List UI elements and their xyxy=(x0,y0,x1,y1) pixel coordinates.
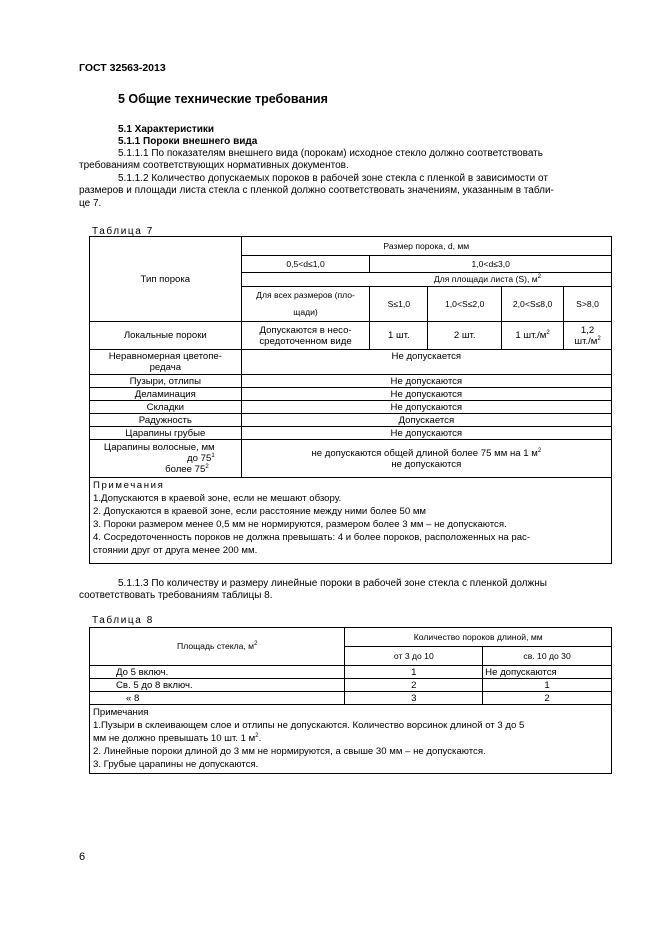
sup: 2 xyxy=(255,732,259,739)
size-header: Размер порока, d, мм xyxy=(241,237,611,256)
paragraph-5-1-1-3 xyxy=(79,578,613,603)
cell-line: редача xyxy=(149,362,182,373)
row-local-c4 xyxy=(502,322,564,350)
row-local-c1 xyxy=(241,322,370,350)
s-range-4: S>8,0 xyxy=(564,287,612,322)
cell-line: Царапины волосные, мм xyxy=(103,442,215,453)
sup: 2 xyxy=(205,463,209,470)
sup: 2 xyxy=(597,335,601,342)
sup: 1 xyxy=(211,452,215,459)
range-1: 0,5<d≤1,0 xyxy=(241,256,370,273)
row-value: Не допускаются xyxy=(241,375,611,388)
para-line: 5.1.1.1 По показателям внешнего вида (порокам) исходное стекло должно соответствовать xyxy=(118,148,543,159)
note-line: 3. Грубые царапины не допускаются. xyxy=(93,759,259,770)
row-v1: 1 xyxy=(345,666,483,679)
doc-header: ГОСТ 32563-2013 xyxy=(79,62,166,74)
cell-line: Для всех размеров (пло- xyxy=(256,290,355,300)
row-area: « 8 xyxy=(90,692,345,705)
para-line: соответствовать требованиям таблицы 8. xyxy=(79,590,273,602)
row-v2: 2 xyxy=(483,692,612,705)
cell-text: 1 шт./м xyxy=(515,330,547,341)
row-value: Не допускается xyxy=(241,350,611,375)
notes-title: Примечания xyxy=(93,480,165,491)
row-value: Не допускаются xyxy=(241,427,611,440)
row-name: Царапины грубые xyxy=(90,427,242,440)
sub-all-sizes xyxy=(241,287,370,322)
para-line: 5.1.1.3 По количеству и размеру линейные пороки в рабочей зоне стекла с пленкой должны xyxy=(118,578,547,589)
row-area: Св. 5 до 8 включ. xyxy=(90,679,345,692)
note-line: 1.Пузыри в склеивающем слое и отлипы не допускаются. Количество ворсинок длиной от 3 до 5 xyxy=(93,720,525,731)
subsubsection-title: 5.1.1 Пороки внешнего вида xyxy=(118,136,258,147)
para-line: 5.1.1.2 Количество допускаемых пороков в рабочей зоне стекла с пленкой в зависимости от xyxy=(118,173,548,184)
area-header xyxy=(90,628,345,666)
para-line: це 7. xyxy=(79,197,102,209)
sup: 2 xyxy=(537,447,542,454)
s-range-3: 2,0<S≤8,0 xyxy=(502,287,564,322)
section-title: 5 Общие технические требования xyxy=(118,92,328,106)
row-value: Не допускаются xyxy=(241,401,611,414)
page-number: 6 xyxy=(79,851,86,863)
area-header-text: Для площади листа (S), м xyxy=(433,274,538,284)
notes-title: Примечания xyxy=(93,707,149,718)
col-3-10: от 3 до 10 xyxy=(345,647,483,666)
col-type-header: Тип порока xyxy=(90,237,242,322)
cell-line: Неравномерная цветопе- xyxy=(108,351,222,362)
count-header: Количество пороков длиной, мм xyxy=(345,628,612,647)
row-value: Допускается xyxy=(241,414,611,427)
cell-text: не допускаются общей длиной более 75 мм на 1 м xyxy=(311,447,538,459)
cell-line: Допускаются в несо- xyxy=(259,324,352,336)
row-name: Деламинация xyxy=(90,388,242,401)
row-local-name: Локальные пороки xyxy=(90,322,242,350)
table-8-caption: Таблица 8 xyxy=(92,615,154,626)
note-line: 2. Линейные пороки длиной до 3 мм не нормируются, а свыше 30 мм – не допускаются. xyxy=(93,746,486,757)
note-line: 4. Сосредоточенность пороков не должна превышать: 4 и более пороков, расположенных на рас- xyxy=(93,532,531,543)
sup: 2 xyxy=(537,274,541,281)
note-text: . xyxy=(258,733,262,744)
s-range-2: 1,0<S≤2,0 xyxy=(428,287,502,322)
para-line: размеров и площади листа стекла с пленкой должно соответствовать значениям, указанным в табли- xyxy=(79,185,554,197)
row-hair-value xyxy=(241,440,611,478)
sup: 2 xyxy=(254,641,258,648)
row-local-c2: 1 шт. xyxy=(370,322,428,350)
row-name: Пузыри, отлипы xyxy=(90,375,242,388)
row-local-c5 xyxy=(564,322,612,350)
row-name: Радужность xyxy=(90,414,242,427)
paragraph-5-1-1-2 xyxy=(79,173,613,210)
table-8 xyxy=(89,627,612,774)
note-line: стоянии друг от друга менее 200 мм. xyxy=(93,545,258,556)
s-range-1: S≤1,0 xyxy=(370,287,428,322)
table-7-notes xyxy=(90,478,612,564)
row-hair-name xyxy=(90,440,242,478)
sup: 2 xyxy=(546,329,550,336)
row-v1: 3 xyxy=(345,692,483,705)
row-name: Складки xyxy=(90,401,242,414)
table-7 xyxy=(89,236,612,564)
note-line: 3. Пороки размером менее 0,5 мм не нормируются, размером более 3 мм – не допускаются. xyxy=(93,519,507,530)
row-area: До 5 включ. xyxy=(90,666,345,679)
note-line: 2. Допускаются в краевой зоне, если расстояние между ними более 50 мм xyxy=(93,506,427,517)
row-local-c3: 2 шт. xyxy=(428,322,502,350)
subsection-title: 5.1 Характеристики xyxy=(118,124,215,135)
table-7-caption: Таблица 7 xyxy=(92,226,154,237)
para-line: требованиям соответствующих нормативных документов. xyxy=(79,160,349,172)
row-name xyxy=(90,350,242,375)
cell-line: щади) xyxy=(293,307,318,317)
cell-line: 1,2 xyxy=(580,324,595,336)
row-v1: 2 xyxy=(345,679,483,692)
range-2: 1,0<d≤3,0 xyxy=(370,256,612,273)
note-text: мм не должно превышать 10 шт. 1 м xyxy=(93,733,256,744)
paragraph-5-1-1-1 xyxy=(79,148,613,173)
cell-text: более 75 xyxy=(165,464,206,475)
area-header xyxy=(241,273,611,287)
cell-line: не допускаются xyxy=(391,458,462,470)
cell-text: до 75 xyxy=(187,453,212,464)
cell-text: Площадь стекла, м xyxy=(177,641,255,651)
note-line: 1.Допускаются в краевой зоне, если не мешают обзору. xyxy=(93,493,342,504)
cell-text: шт./м xyxy=(574,335,598,347)
table-8-notes xyxy=(90,705,612,774)
row-v2: 1 xyxy=(483,679,612,692)
cell-line: средоточенном виде xyxy=(259,335,352,347)
col-10-30: св. 10 до 30 xyxy=(483,647,612,666)
row-v2: Не допускаются xyxy=(483,666,612,679)
row-value: Не допускаются xyxy=(241,388,611,401)
